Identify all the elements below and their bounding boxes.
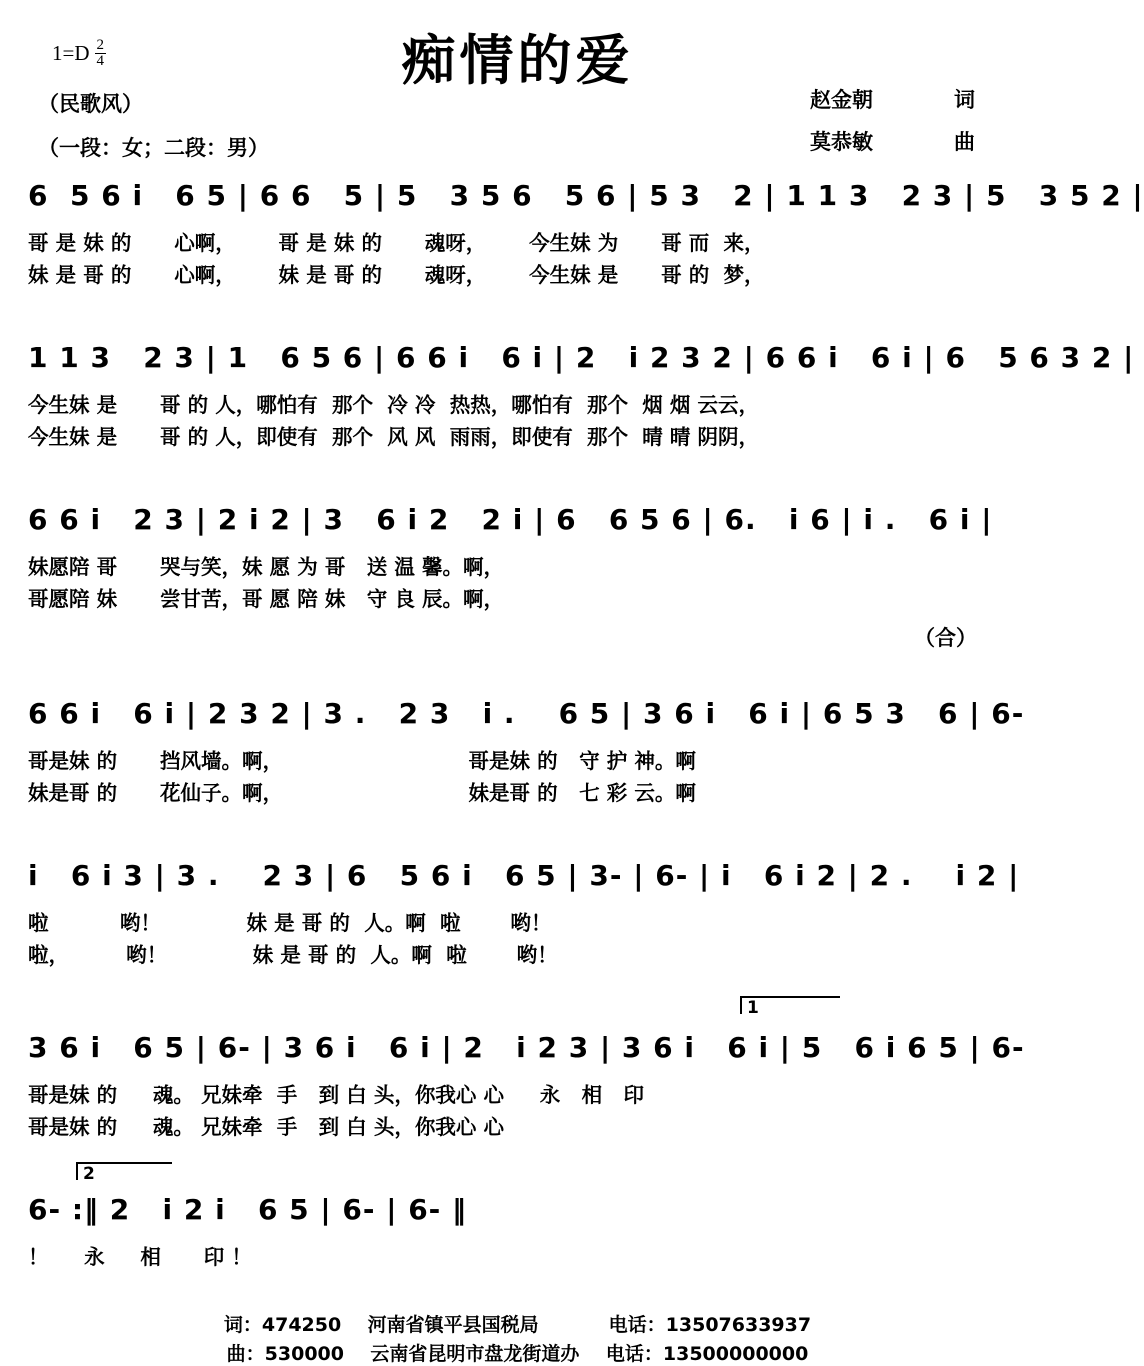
lyricist-role: 词 xyxy=(954,88,975,112)
music-system xyxy=(28,850,1020,996)
lyric-line-2: 妹 是 哥 的 心啊， 妹 是 哥 的 魂呀， 今生妹 是 哥 的 梦， xyxy=(28,263,765,287)
notation-text: 6 6 i 2 3 | 2 i 2 | 3 6 i 2 2 i | 6 6 5 6 | 6. i 6 | i . 6 i | xyxy=(28,503,993,537)
lyric-line-2: 妹是哥 的 花仙子。啊， 妹是哥 的 七 彩 云。啊 xyxy=(28,781,696,805)
notation-row xyxy=(28,850,1020,896)
notation-text: 6 6 i 6 i | 2 3 2 | 3 . 2 3 i . 6 5 | 3 6 i 6 i | 6 5 3 6 | 6- xyxy=(28,697,1025,731)
notation-row xyxy=(28,1022,1025,1068)
credits-block xyxy=(810,84,975,168)
lyric-line-1: 今生妹 是 哥 的 人，哪怕有 那个 冷 冷 热热，哪怕有 那个 烟 烟 云云， xyxy=(28,393,760,417)
time-signature-numerator: 2 xyxy=(96,37,105,53)
key-signature: 1=D xyxy=(52,41,90,65)
notation-row xyxy=(28,170,1144,216)
footer-row-1 xyxy=(0,1310,1035,1337)
lyric-line-2: 哥是妹 的 魂。 兄妹牵 手 到 白 头，你我心 心 xyxy=(28,1115,505,1139)
footer-row-2 xyxy=(0,1339,1035,1365)
lyric-line-2: 啦， 哟！ 妹 是 哥 的 人。啊 啦 哟！ xyxy=(28,943,558,967)
time-signature xyxy=(95,38,107,69)
page-title: 痴情的爱 xyxy=(401,29,634,92)
lyricist-contact: 词：474250 河南省镇平县国税局 xyxy=(223,1314,539,1336)
credit-row xyxy=(810,126,975,156)
notation-text: 1 1 3 2 3 | 1 6 5 6 | 6 6 i 6 i | 2 i 2 3 2 | 6 6 i 6 i | 6 5 6 3 2 | xyxy=(28,341,1135,375)
notation-text: 6- :‖ 2 i 2 i 6 5 | 6- | 6- ‖ xyxy=(28,1193,468,1227)
lyric-line-2: 今生妹 是 哥 的 人，即使有 那个 风 风 雨雨，即使有 那个 晴 晴 阴阴， xyxy=(28,425,760,449)
score-header xyxy=(0,0,1035,170)
music-system xyxy=(28,998,1025,1168)
page-footer xyxy=(0,1308,1035,1365)
lyric-line-1: ！ 永 相 印 ！ xyxy=(28,1245,252,1269)
part-note: （一段：女；二段：男） xyxy=(38,136,269,160)
composer-contact: 曲：530000 云南省昆明市盘龙街道办 电话：13500000000 xyxy=(226,1343,809,1365)
music-system xyxy=(28,170,1144,316)
music-system xyxy=(28,1164,1007,1294)
lyric-line-1: 哥是妹 的 挡风墙。啊， 哥是妹 的 守 护 神。啊 xyxy=(28,749,696,773)
ensemble-marking: （合） xyxy=(914,626,977,650)
second-ending-bracket: 2 xyxy=(76,1162,172,1180)
phone-number: 电话：13507633937 xyxy=(608,1314,812,1336)
lyric-line-1: 哥是妹 的 魂。 兄妹牵 手 到 白 头，你我心 心 永 相 印 xyxy=(28,1083,645,1107)
time-signature-denominator: 4 xyxy=(96,53,105,69)
notation-text: 3 6 i 6 5 | 6- | 3 6 i 6 i | 2 i 2 3 | 3 6 i 6 i | 5 6 i 6 5 | 6- xyxy=(28,1031,1025,1065)
music-system xyxy=(28,494,1007,654)
composer-name: 莫恭敏 xyxy=(810,130,873,154)
composer-role: 曲 xyxy=(954,130,975,154)
lyric-line-2: 哥愿陪 妹 尝甘苦，哥 愿 陪 妹 守 良 辰。啊， xyxy=(28,587,505,611)
credit-row xyxy=(810,84,975,114)
key-and-time-signature xyxy=(52,38,106,69)
notation-text: i 6 i 3 | 3 . 2 3 | 6 5 6 i 6 5 | 3- | 6- | i 6 i 2 | 2 . i 2 | xyxy=(28,859,1020,893)
lyric-line-1: 哥 是 妹 的 心啊， 哥 是 妹 的 魂呀， 今生妹 为 哥 而 来， xyxy=(28,231,765,255)
notation-row xyxy=(28,332,1135,378)
music-system xyxy=(28,688,1025,834)
music-system xyxy=(28,332,1135,478)
lyric-line-1: 啦 哟！ 妹 是 哥 的 人。啊 啦 哟！ xyxy=(28,911,552,935)
lyricist-name: 赵金朝 xyxy=(810,88,873,112)
notation-row xyxy=(28,688,1025,734)
style-note: （民歌风） xyxy=(38,92,143,116)
first-ending-bracket: 1 xyxy=(740,996,840,1014)
notation-row xyxy=(28,1184,1007,1230)
lyric-line-1: 妹愿陪 哥 哭与笑，妹 愿 为 哥 送 温 馨。啊， xyxy=(28,555,505,579)
notation-text: 6 5 6 i 6 5 | 6 6 5 | 5 3 5 6 5 6 | 5 3 2 | 1 1 3 2 3 | 5 3 5 2 | xyxy=(28,179,1144,213)
notation-row xyxy=(28,494,1007,540)
